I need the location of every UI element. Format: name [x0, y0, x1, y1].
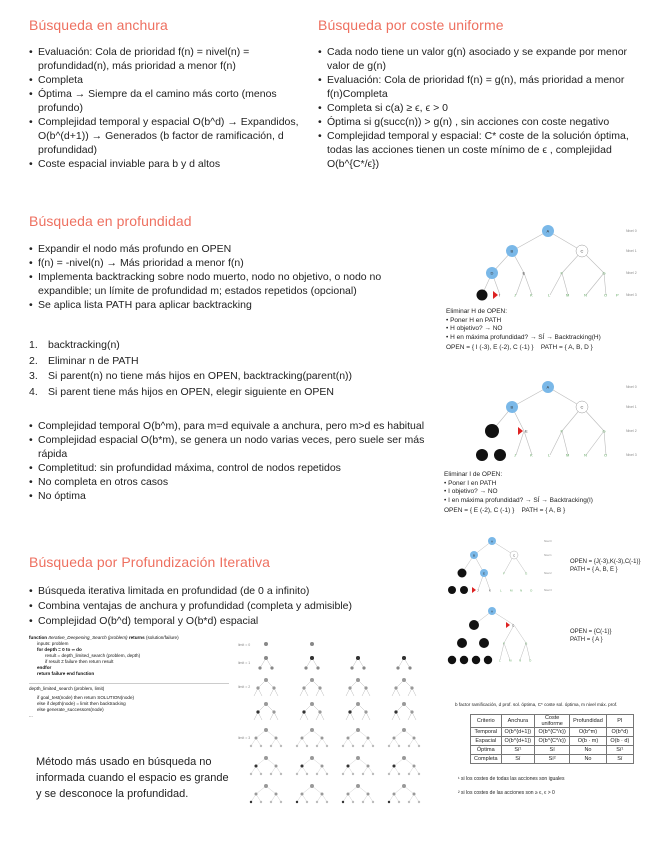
svg-text:Nivel 0: Nivel 0	[544, 540, 552, 543]
list-item: • Evaluación: Cola de prioridad f(n) = nivel(n) = profundidad(n), más prioridad a menor f(n)	[29, 45, 307, 73]
table-cell: Sí	[606, 755, 633, 764]
svg-text:N: N	[584, 292, 587, 298]
list-item: • Expandir el nodo más profundo en OPEN	[29, 242, 434, 256]
fig4-caption	[570, 629, 650, 644]
table-row	[471, 746, 634, 755]
fig3-caption	[570, 559, 650, 574]
table-cell: O(b · d)	[606, 737, 633, 746]
profundidad-list	[29, 242, 434, 312]
open-path-line	[446, 344, 646, 353]
svg-text:Nivel 1: Nivel 1	[544, 554, 552, 557]
caption-line: • I objetivo? → NO	[444, 488, 498, 495]
open-list: OPEN = { E (-2), C (-1) }	[444, 507, 515, 514]
svg-text:G: G	[525, 641, 528, 646]
svg-text:A: A	[491, 609, 494, 614]
list-item: • Complejidad temporal y espacial O(b^d) → Expandidos, O(b^(d+1)) → Generados (b factor de ramificación, d profundidad)	[29, 115, 307, 157]
current-node-arrow	[518, 427, 523, 435]
svg-text:E: E	[525, 428, 528, 434]
table-cell: O(b^m)	[570, 728, 607, 737]
table-cell: O(b · m)	[570, 737, 607, 746]
iterativa-note: Método más usado en búsqueda no informada cuando el espacio es grande y se desconoce la profundidad.	[36, 756, 229, 800]
svg-text:I: I	[499, 292, 501, 298]
svg-text:L: L	[499, 658, 501, 663]
svg-text:N: N	[519, 658, 522, 663]
step-text: backtracking(n)	[48, 339, 120, 351]
step-number: 2.	[29, 354, 38, 367]
code-line: else if depth(node) = limit then backtracking	[37, 701, 126, 706]
table-cell: Sí	[535, 746, 570, 755]
current-node-arrow	[493, 291, 501, 299]
svg-text:G: G	[602, 270, 606, 276]
svg-text:M: M	[566, 452, 570, 458]
caption-line: • Poner H en PATH	[446, 316, 502, 324]
comparison-table	[470, 714, 634, 764]
list-item: • f(n) = -nivel(n) → Más prioridad a menor f(n)	[29, 256, 434, 270]
path-list: PATH = { A }	[570, 636, 603, 643]
table-header-cell: Criterio	[471, 715, 502, 728]
svg-text:C: C	[580, 248, 584, 254]
step-number: 1.	[29, 339, 38, 351]
table-footnote-2: ² si los costes de las acciones son ≥ ϵ, ϵ > 0	[458, 790, 555, 796]
tree-node-visited	[494, 449, 506, 461]
svg-text:G: G	[602, 428, 606, 434]
level-label: Nivel 0	[626, 385, 637, 389]
list-item: • Óptima si g(succ(n)) > g(n) , sin acciones con coste negativo	[318, 115, 638, 129]
svg-text:O: O	[530, 588, 533, 593]
table-cell: Completa	[471, 755, 502, 764]
svg-text:N: N	[584, 452, 587, 458]
list-item: • Cada nodo tiene un valor g(n) asociado y se expande por menor valor de g(n)	[318, 45, 638, 73]
caption-title: Eliminar H de OPEN:	[446, 308, 508, 315]
section-title-coste: Búsqueda por coste uniforme	[318, 17, 504, 33]
step-text: Eliminar n de PATH	[48, 354, 139, 367]
svg-text:A: A	[546, 228, 550, 234]
table-cell: Espacial	[471, 737, 502, 746]
level-label: Nivel 3	[626, 293, 637, 297]
svg-text:N: N	[520, 588, 523, 593]
fig1-caption	[446, 308, 646, 353]
svg-text:F: F	[560, 270, 563, 276]
limit-label: limit = 1	[238, 661, 251, 665]
level-label: Nivel 1	[626, 249, 637, 253]
svg-text:E: E	[483, 571, 486, 576]
table-cell: O(b^{d+1})	[501, 737, 535, 746]
tree-node-visited	[477, 290, 488, 301]
list-item	[29, 354, 429, 370]
table-cell: Temporal	[471, 728, 502, 737]
tree-node-visited	[485, 424, 499, 438]
table-row	[471, 755, 634, 764]
fig2-caption	[444, 471, 644, 516]
limit-label: limit = 0	[238, 643, 251, 647]
svg-text:A: A	[546, 384, 550, 390]
caption-line: • H en máxima profundidad? → SÍ → Backtracking(H)	[446, 333, 601, 341]
step-text: Si parent tiene más hijos en OPEN, elegir siguiente en OPEN	[48, 385, 334, 398]
list-item: • Coste espacial inviable para b y d altos	[29, 157, 307, 171]
path-list: PATH = { A, B, D }	[540, 344, 593, 351]
caption-line: • H objetivo? → NO	[446, 325, 503, 332]
list-item	[29, 385, 429, 401]
list-item: • Completa si c(a) ≥ ϵ, ϵ > 0	[318, 101, 638, 115]
backtracking-steps	[29, 338, 429, 400]
list-item: • Búsqueda iterativa limitada en profundidad (de 0 a infinito)	[29, 584, 439, 599]
svg-text:B: B	[473, 553, 476, 558]
code-line: inputs: problem	[37, 641, 69, 646]
code-line: result = depth_limited_search (problem, depth)	[45, 653, 141, 658]
step-number: 4.	[29, 385, 38, 398]
svg-text:F: F	[503, 641, 505, 646]
table-cell: Óptima	[471, 746, 502, 755]
svg-text:K: K	[489, 588, 492, 593]
code-line: else generate_successors(node)	[37, 707, 104, 712]
dfs-tree-figure-3	[440, 535, 565, 603]
table-header-cell: PI	[606, 715, 633, 728]
iterative-deepening-pseudocode	[29, 635, 229, 719]
step-text: Si parent(n) no tiene más hijos en OPEN, backtracking(parent(n))	[48, 370, 353, 382]
svg-text:C: C	[512, 623, 515, 628]
table-header-cell: Anchura	[501, 715, 535, 728]
caption-title: Eliminar I de OPEN:	[444, 471, 503, 478]
coste-list	[318, 45, 638, 171]
svg-text:L: L	[548, 452, 551, 458]
table-cell: O(b^{d+1})	[501, 728, 535, 737]
list-item: • Evaluación: Cola de prioridad f(n) = g(n), más prioridad a menor f(n)Completa	[318, 73, 638, 101]
svg-text:D: D	[490, 270, 494, 276]
table-cell: Sí¹	[501, 746, 535, 755]
table-row	[471, 737, 634, 746]
code-line: function Iterative_Deepening_Search (problem) returns (solution/failure)	[29, 635, 179, 640]
svg-text:O: O	[604, 452, 608, 458]
svg-text:Nivel 2: Nivel 2	[544, 572, 552, 575]
svg-text:K: K	[530, 452, 533, 458]
table-row	[471, 728, 634, 737]
tree-node-visited	[476, 449, 488, 461]
list-item: • Implementa backtracking sobre nodo muerto, nodo no objetivo, o nodo no expandible; un límite de profundidad m; estados repetidos (opcional)	[29, 270, 434, 298]
svg-text:E: E	[522, 270, 526, 276]
table-caption: b factor ramificación, d prof. sol. óptima, C* coste sol. óptima, m nivel máx. prof.	[455, 702, 618, 707]
list-item	[29, 338, 429, 354]
svg-text:L: L	[500, 588, 502, 593]
code-line: endfor	[37, 665, 52, 670]
dfs-tree-figure-2	[444, 378, 644, 464]
svg-text:O: O	[529, 658, 532, 663]
limit-label: limit = 3	[238, 736, 251, 740]
dfs-tree-figure-4	[440, 605, 565, 669]
level-label: Nivel 1	[626, 405, 637, 409]
svg-text:J: J	[514, 292, 516, 298]
path-list: PATH = { A, B }	[521, 507, 566, 514]
code-line: if goal_test(node) then return SOLUTION(node)	[37, 695, 135, 700]
table-cell: O(b^{C*/ϵ})	[535, 728, 570, 737]
svg-text:J: J	[477, 588, 479, 593]
open-list: OPEN = { I (-3), E (-2), C (-1) }	[446, 344, 534, 351]
code-line: depth_limited_search (problem, limit)	[29, 683, 229, 692]
level-label: Nivel 2	[626, 429, 637, 433]
anchura-list	[29, 45, 307, 171]
svg-text:A: A	[491, 539, 494, 544]
limit-label: limit = 2	[238, 685, 251, 689]
section-title-iterativa: Búsqueda por Profundización Iterativa	[29, 554, 271, 570]
svg-text:C: C	[580, 404, 584, 410]
list-item: • Completitud: sin profundidad máxima, control de nodos repetidos	[29, 461, 441, 475]
table-footnote-1: ¹ si los costes de todas las acciones son iguales	[458, 776, 565, 782]
table-cell: O(b^{C*/ϵ})	[535, 737, 570, 746]
table-cell: Sí	[501, 755, 535, 764]
table-cell: No	[570, 746, 607, 755]
list-item: • Complejidad temporal O(b^m), para m=d equivale a anchura, pero m>d es habitual	[29, 419, 441, 433]
section-title-anchura: Búsqueda en anchura	[29, 17, 168, 33]
list-item: • Completa	[29, 73, 307, 87]
profundidad-list-2	[29, 419, 441, 503]
list-item: • Óptima → Siempre da el camino más corto (menos profundo)	[29, 87, 307, 115]
iterativa-list	[29, 584, 439, 629]
code-line: ...	[29, 713, 33, 718]
code-line: if result ≠ failure then return result	[45, 659, 114, 664]
list-item: • Combina ventajas de anchura y profundidad (completa y admisible)	[29, 599, 439, 614]
level-label: Nivel 2	[626, 271, 637, 275]
caption-line: • I en máxima profundidad? → SÍ → Backtracking(I)	[444, 496, 593, 504]
step-number: 3.	[29, 370, 38, 382]
svg-text:O: O	[604, 292, 608, 298]
svg-text:G: G	[525, 571, 528, 576]
path-list: PATH = { A, B, E }	[570, 566, 618, 573]
dfs-tree-figure-1	[444, 222, 644, 304]
list-item: • Complejidad O(b^d) temporal y O(b*d) espacial	[29, 614, 439, 629]
iterative-deepening-grid	[236, 634, 432, 824]
svg-text:M: M	[566, 292, 570, 298]
svg-text:L: L	[548, 292, 551, 298]
svg-text:F: F	[560, 428, 563, 434]
svg-text:B: B	[510, 248, 514, 254]
list-item: • No completa en otros casos	[29, 475, 441, 489]
svg-text:P: P	[616, 292, 619, 298]
open-path-line	[444, 507, 644, 516]
table-cell: O(b^d)	[606, 728, 633, 737]
section-title-profundidad: Búsqueda en profundidad	[29, 213, 192, 229]
open-list: OPEN = {J(-3),K(-3),C(-1)}	[570, 559, 641, 565]
level-label: Nivel 3	[626, 453, 637, 457]
svg-text:J: J	[514, 452, 516, 458]
svg-text:M: M	[509, 658, 512, 663]
table-cell: Sí¹	[606, 746, 633, 755]
svg-text:C: C	[513, 553, 516, 558]
svg-text:K: K	[530, 292, 533, 298]
table-cell: No	[570, 755, 607, 764]
level-label: Nivel 0	[626, 229, 637, 233]
list-item: • Se aplica lista PATH para aplicar backtracking	[29, 298, 434, 312]
table-header-cell: Coste uniforme	[535, 715, 570, 728]
list-item: • No óptima	[29, 489, 441, 503]
list-item: • Complejidad espacial O(b*m), se genera un nodo varias veces, pero suele ser más rápida	[29, 433, 441, 461]
open-list: OPEN = {C(-1)}	[570, 629, 612, 635]
svg-text:Nivel 3: Nivel 3	[544, 589, 552, 592]
svg-text:B: B	[510, 404, 514, 410]
list-item	[29, 369, 429, 385]
caption-line: • Poner I en PATH	[444, 479, 497, 487]
svg-text:M: M	[510, 588, 513, 593]
list-item: • Complejidad temporal y espacial: C* coste de la solución óptima, todas las acciones tienen un coste mínimo de ϵ , complejidad O(b^{C*/ϵ})	[318, 129, 638, 171]
code-line: for depth = 0 to ∞ do	[37, 647, 82, 652]
table-header-row	[471, 715, 634, 728]
table-header-cell: Profundidad	[570, 715, 607, 728]
table-cell: Sí²	[535, 755, 570, 764]
code-line: return failure end function	[37, 671, 95, 676]
svg-text:F: F	[503, 571, 505, 576]
